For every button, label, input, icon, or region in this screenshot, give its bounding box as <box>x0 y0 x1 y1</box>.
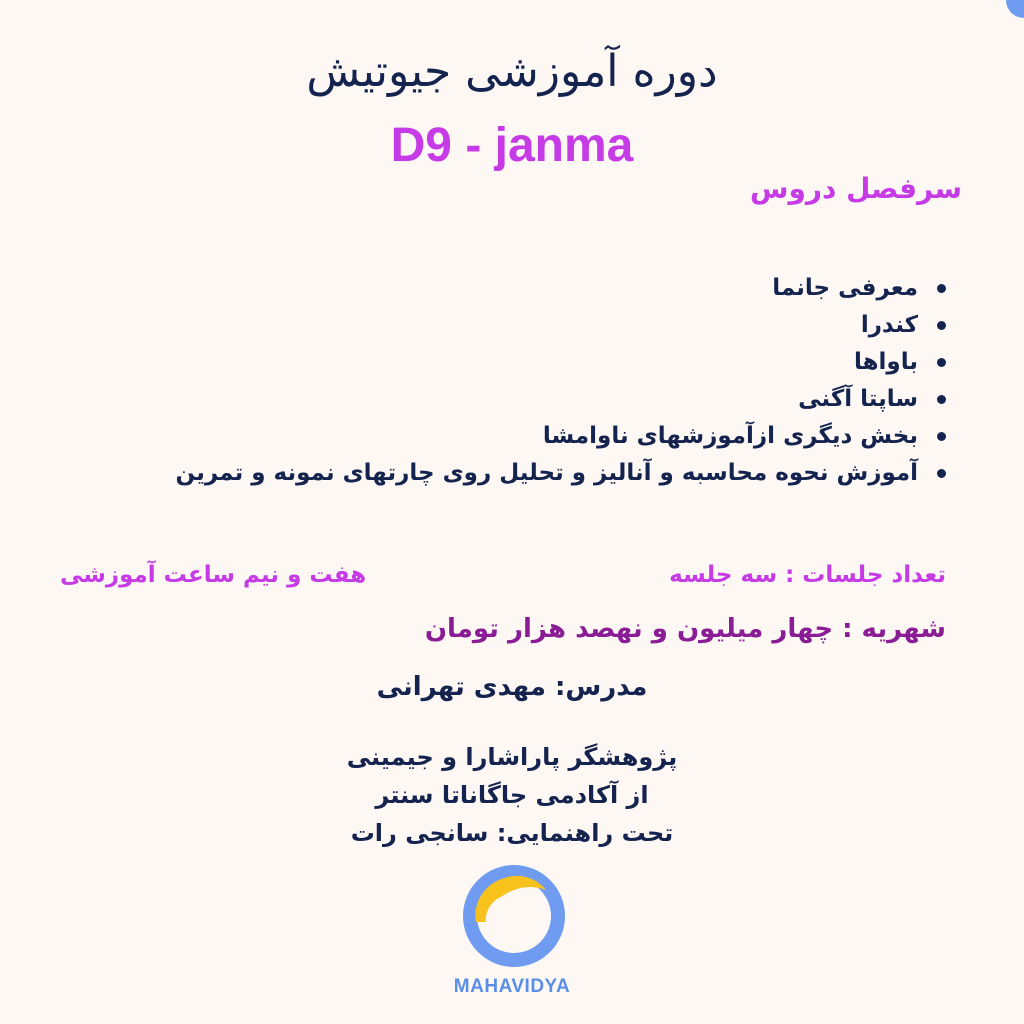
list-item <box>176 381 946 418</box>
bullet-dot-icon <box>937 321 946 330</box>
course-subtitle: D9 - janma <box>390 119 634 172</box>
tuition-fee: شهریه : چهار میلیون و نهصد هزار تومان <box>424 614 946 644</box>
list-item <box>176 344 946 381</box>
list-item <box>176 455 946 492</box>
teacher-name: مدرس: مهدی تهرانی <box>376 672 648 702</box>
topic-label: باواها <box>853 349 918 375</box>
course-title: دوره آموزشی جیوتیش <box>306 46 718 97</box>
topic-label: ساپتا آگنی <box>798 386 918 412</box>
bullet-dot-icon <box>937 469 946 478</box>
bio-line: پژوهشگر پاراشارا و جیمینی <box>346 743 678 771</box>
mahavidya-logo-icon <box>462 864 566 968</box>
course-hours: هفت و نیم ساعت آموزشی <box>60 562 367 588</box>
bullet-dot-icon <box>937 395 946 404</box>
topic-list <box>176 270 946 492</box>
list-item <box>176 418 946 455</box>
topic-label: معرفی جانما <box>772 275 918 301</box>
corner-decoration-icon <box>1000 0 1024 24</box>
bullet-dot-icon <box>937 358 946 367</box>
bullet-dot-icon <box>937 432 946 441</box>
teacher-bio <box>0 738 1024 852</box>
list-item <box>176 270 946 307</box>
session-count: تعداد جلسات : سه جلسه <box>669 562 946 588</box>
brand-name: MAHAVIDYA <box>453 976 571 997</box>
list-item <box>176 307 946 344</box>
bio-line: تحت راهنمایی: سانجی رات <box>350 819 674 847</box>
topic-label: کندرا <box>860 312 918 338</box>
syllabus-heading: سرفصل دروس <box>749 172 962 205</box>
bullet-dot-icon <box>937 284 946 293</box>
topic-label: بخش دیگری ازآموزشهای ناوامشا <box>542 423 918 449</box>
bio-line: از آکادمی جاگاناتا سنتر <box>375 781 649 809</box>
topic-label: آموزش نحوه محاسبه و آنالیز و تحلیل روی چارتهای نمونه و تمرین <box>175 460 918 486</box>
